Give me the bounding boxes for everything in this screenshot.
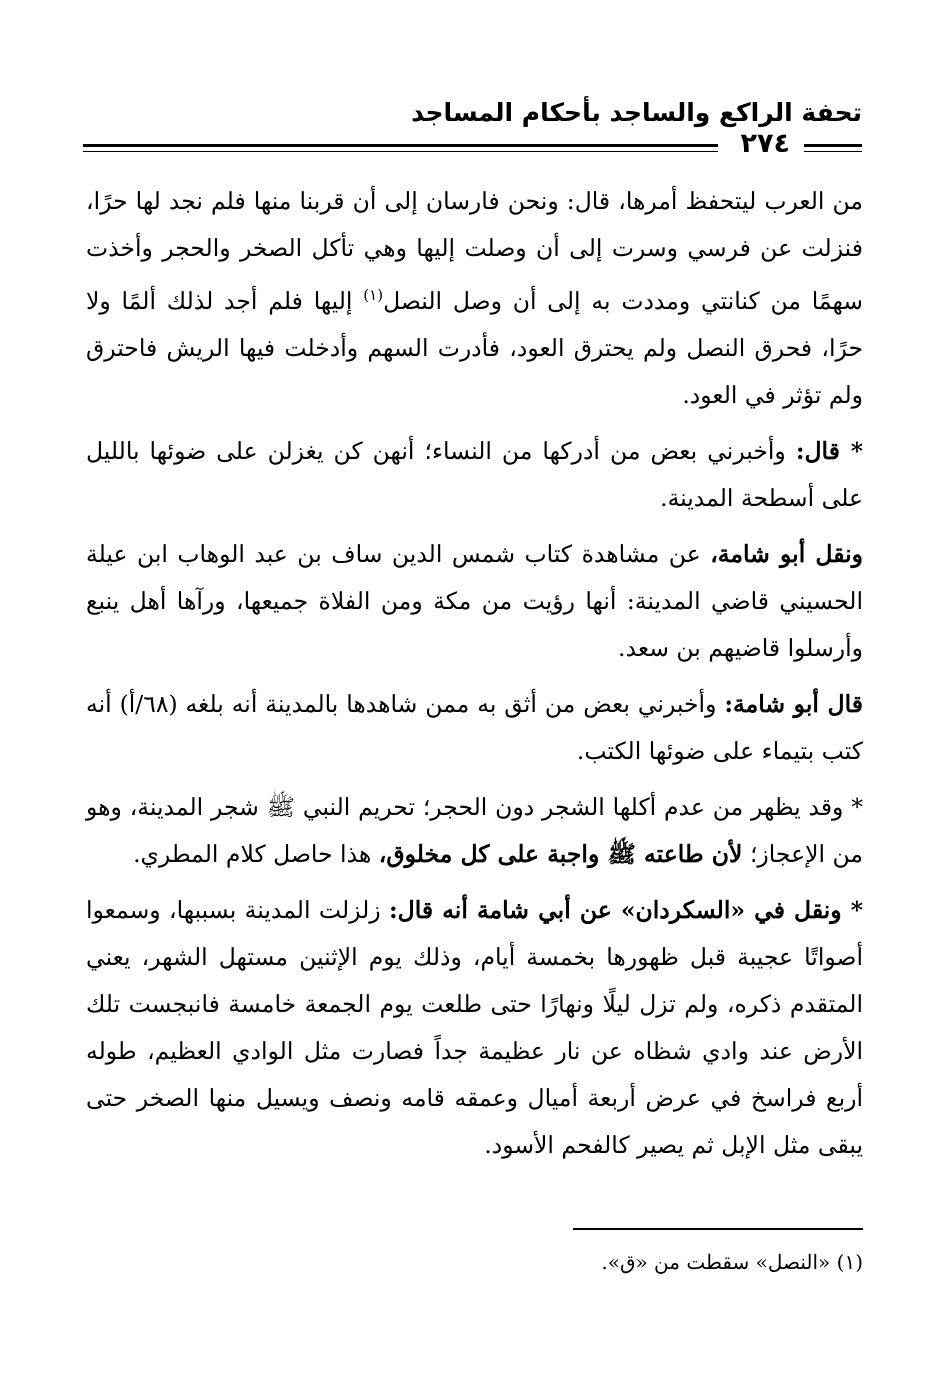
header-rule	[83, 144, 862, 158]
paragraph-text-segment: لأن طاعته ﷺ واجبة على كل مخلوق،	[378, 839, 743, 868]
paragraph	[86, 784, 863, 878]
paragraph-text-segment: * وقد يظهر من عدم أكلها الشجر دون الحجر؛ تحريم النبي ﷺ شجر المدينة، وهو من الإعجاز؛	[86, 792, 863, 868]
paragraph	[86, 681, 863, 775]
paragraph-text-segment: وأخبرني بعض من أثق به ممن شاهدها بالمدينة أنه بلغه (٦٨/أ) أنه كتب بتيماء على ضوئها الكتب.	[86, 689, 863, 765]
running-header-title: تحفة الراكع والساجد بأحكام المساجد	[411, 98, 862, 127]
main-text	[86, 178, 863, 1178]
footnote-marker: (١)	[363, 286, 384, 304]
paragraph-text-segment: عن مشاهدة كتاب شمس الدين ساف بن عبد الوهاب ابن عيلة الحسيني قاضي المدينة: أنها رؤيت من مكة ومن الفلاة جميعها، ورآها أهل ينبع وأرسلوا قاضيهم بن سعد.	[86, 539, 863, 662]
paragraph	[86, 428, 863, 522]
footnote-separator	[573, 1228, 863, 1230]
paragraph	[86, 178, 863, 419]
paragraph	[86, 531, 863, 672]
page-number: ٢٧٤	[740, 128, 790, 159]
paragraph-text-segment: وأخبرني بعض من أدركها من النساء؛ أنهن كن يغزلن على ضوئها بالليل على أسطحة المدينة.	[86, 436, 863, 512]
paragraph-text-segment: * قال:	[795, 436, 863, 465]
paragraph-text-segment: إليها فلم أجد لذلك ألمًا ولا حرًا، فحرق النصل ولم يحترق العود، فأدرت السهم وأدخلت فيها الريش فاحترق ولم تؤثر في العود.	[86, 286, 863, 409]
footnote: (١) «النصل» سقطت من «ق».	[601, 1250, 863, 1274]
header-rule-thick	[83, 144, 718, 147]
header-rule-right-thin	[804, 151, 862, 152]
paragraph-text-segment: هذا حاصل كلام المطري.	[133, 839, 379, 868]
paragraph	[86, 887, 863, 1169]
paragraph-text-segment: ونقل أبو شامة،	[710, 539, 863, 568]
header-rule-right-thick	[804, 144, 862, 147]
paragraph-text-segment: قال أبو شامة:	[724, 689, 863, 718]
paragraph-text-segment: من العرب ليتحفظ أمرها، قال: ونحن فارسان إلى أن قربنا منها فلم نجد لها حرًا، فنزلت عن فرسي وسرت إلى أن وصلت إليها وهي تأكل الصخر والحجر وأخذت سهمًا من كنانتي ومددت به إلى أن وصل النصل	[86, 187, 863, 315]
header-rule-thin	[83, 151, 718, 152]
paragraph-text-segment: * ونقل في «السكردان» عن أبي شامة أنه قال:	[388, 895, 864, 924]
paragraph-text-segment: زلزلت المدينة بسببها، وسمعوا أصواتًا عجيبة قبل ظهورها بخمسة أيام، وذلك يوم الإثنين مستهل الشهر، يعني المتقدم ذكره، ولم تزل ليلًا ونهارًا حتى طلعت يوم الجمعة خامسة فانبجست تلك الأرض عند وادي شظاه عن نار عظيمة جداً فصارت مثل الوادي العظيم، طوله أربع فراسخ في عرض أربعة أميال وعمقه قامه ونصف ويسيل منها الصخر حتى يبقى مثل الإبل ثم يصير كالفحم الأسود.	[86, 895, 863, 1159]
